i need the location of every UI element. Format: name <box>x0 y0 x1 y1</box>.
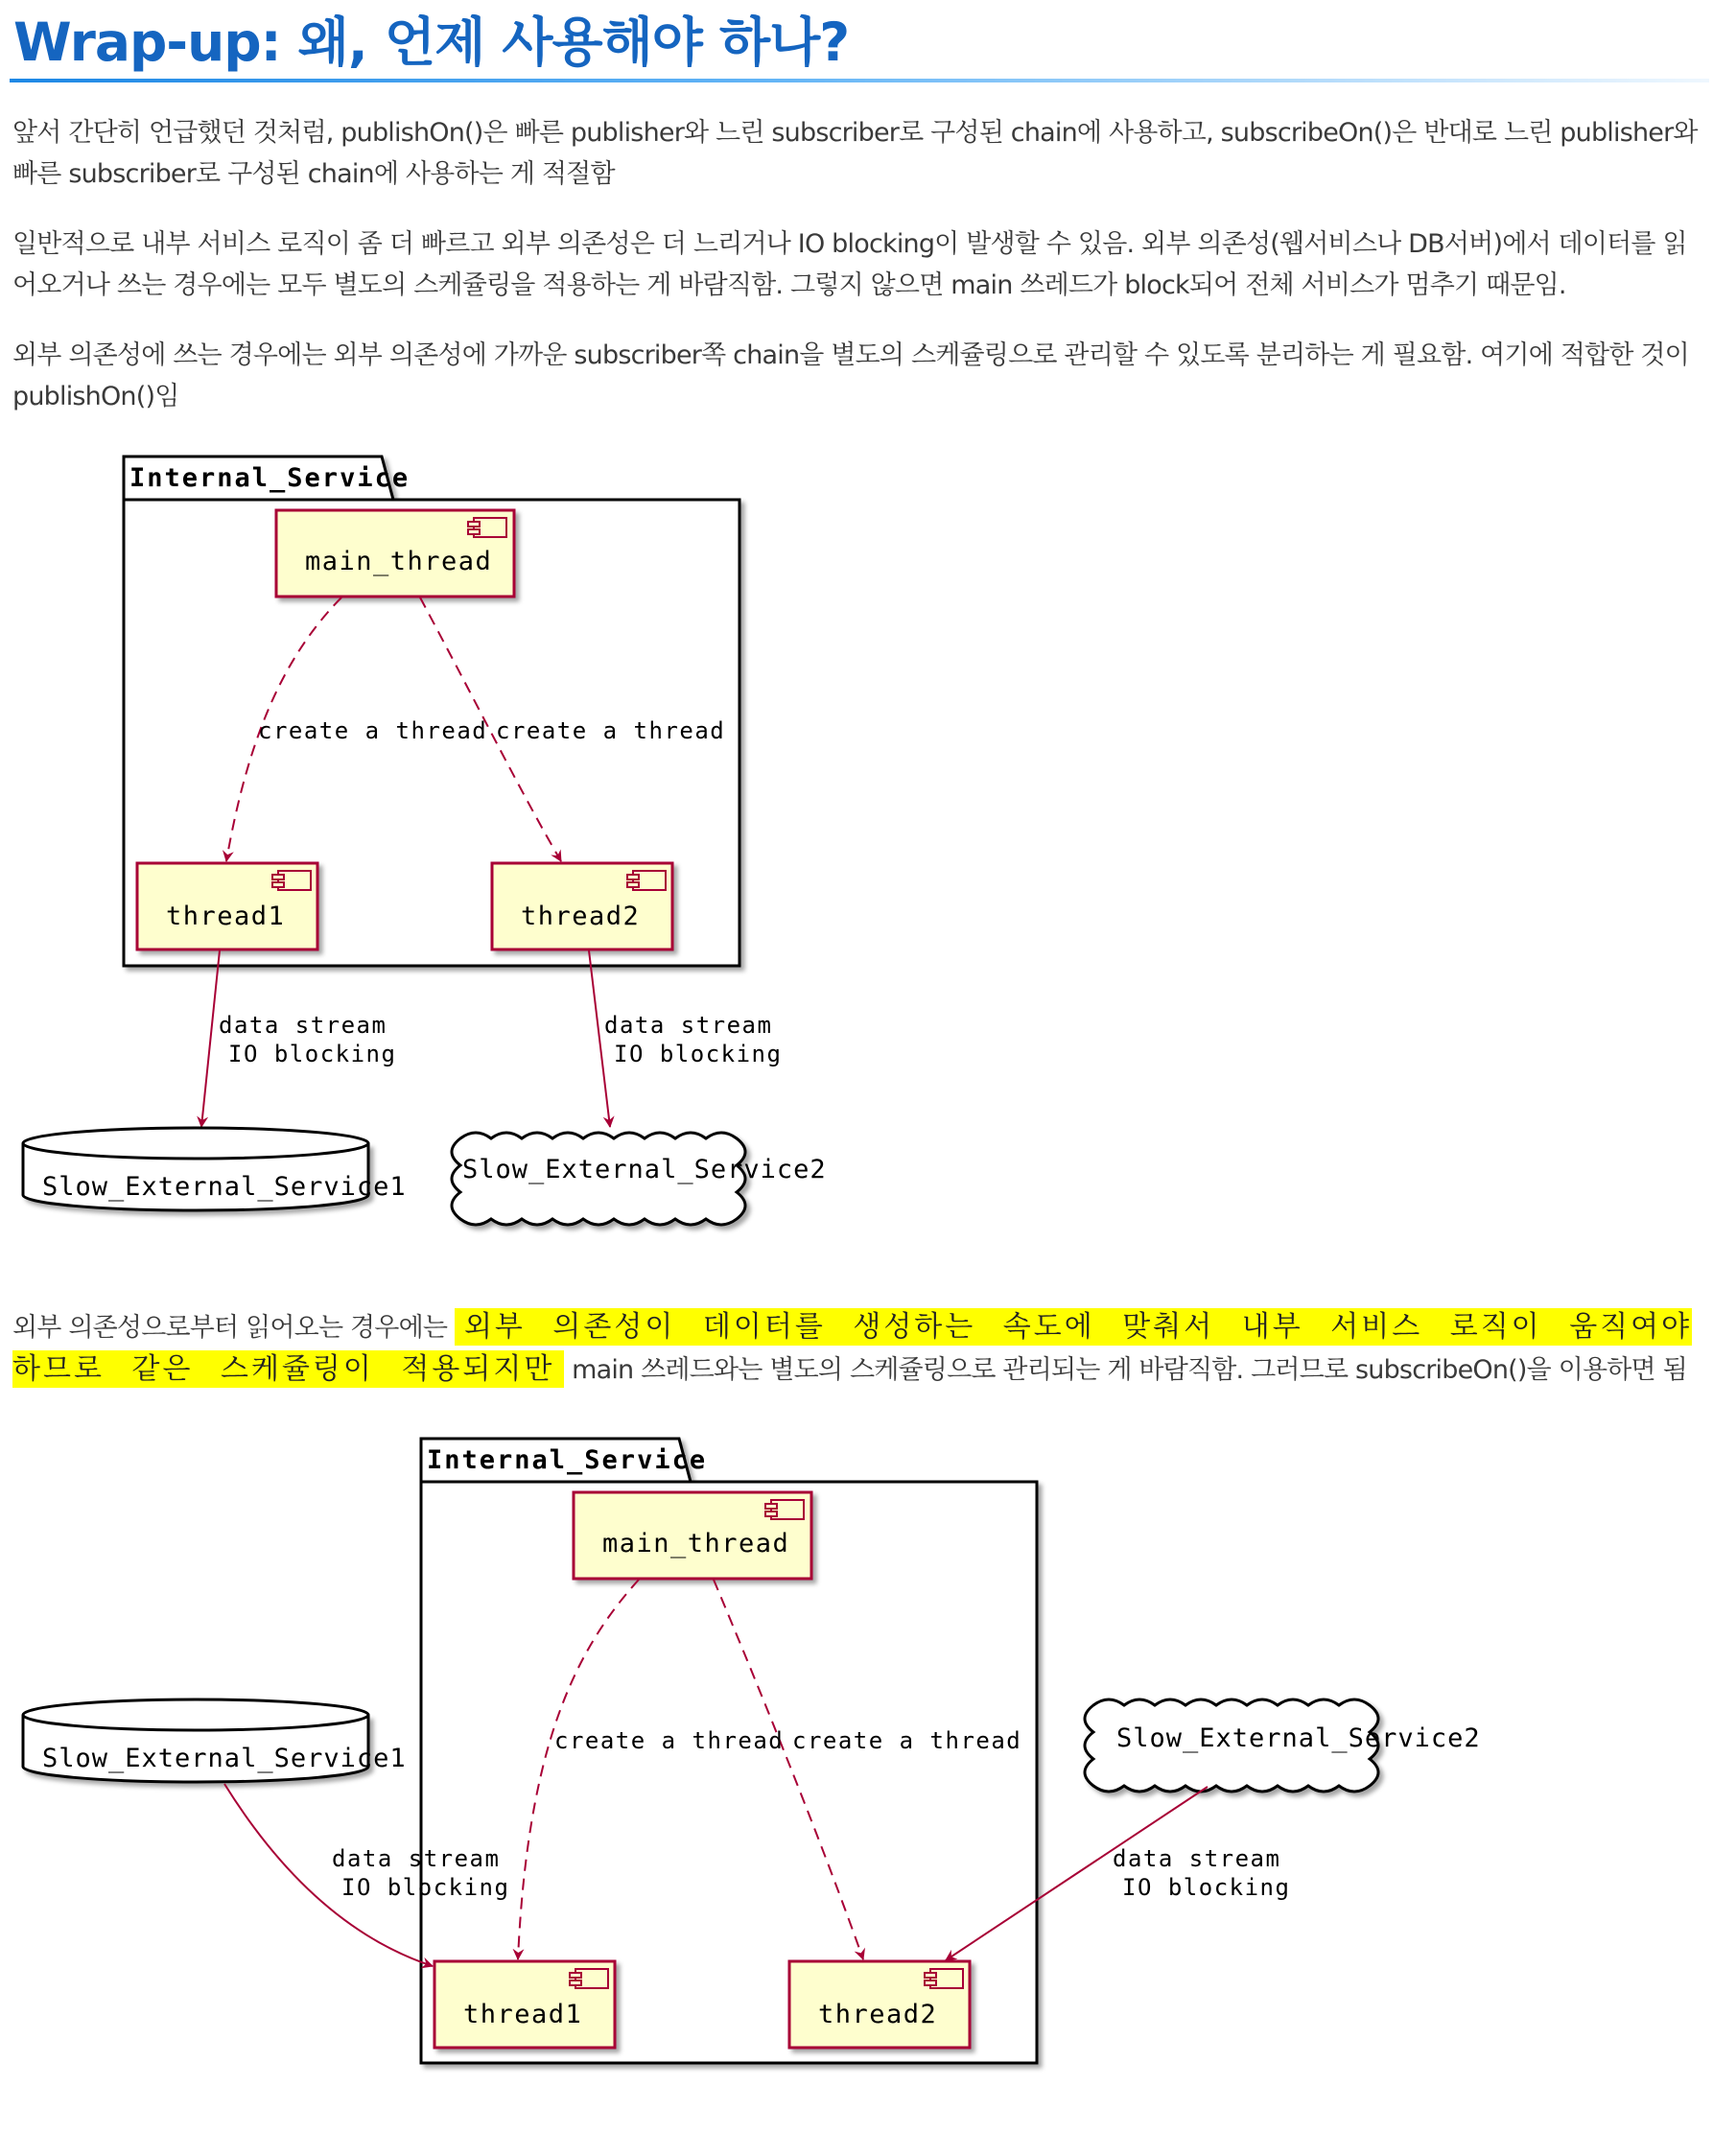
database-icon <box>23 1128 407 1210</box>
stream1-label-line2: IO blocking <box>228 1041 397 1067</box>
main-thread-component <box>574 1492 811 1579</box>
edge-label-create-right: create a thread <box>792 1727 1022 1754</box>
paragraph-subscribeon-rest: main 쓰레드와는 별도의 스케쥴링으로 관리되는 게 바람직함. 그러므로 subscribeOn()을 이용하면 됨 <box>564 1355 1687 1385</box>
edge-label-create-left: create a thread <box>554 1727 785 1754</box>
thread2-component <box>492 863 672 949</box>
publishon-diagram <box>0 441 863 1266</box>
thread2-label: thread2 <box>521 902 641 931</box>
component-icon <box>272 871 311 890</box>
subscribeon-diagram <box>0 1419 1496 2110</box>
paragraph-scheduling: 일반적으로 내부 서비스 로직이 좀 더 빠르고 외부 의존성은 더 느리거나 IO blocking이 발생할 수 있음. 외부 의존성(웹서비스나 DB서버)에서 데이터를 읽어오거나 쓰는 경우에는 모두 별도의 스케쥴링을 적용하는 게 바람직함. 그렇지 않으면 main 쓰레드가 block되어 전체 서비스가 멈추기 때문임. <box>12 229 1687 300</box>
thread1-label: thread1 <box>463 2000 583 2029</box>
database-icon <box>23 1699 407 1782</box>
thread2-component <box>789 1961 970 2048</box>
paragraph-subscribeon-intro: 외부 의존성으로부터 읽어오는 경우에는 <box>12 1313 455 1343</box>
edge-label-create-left: create a thread <box>258 717 488 744</box>
component-icon <box>627 871 666 890</box>
component-icon <box>570 1969 608 1988</box>
stream2-label-line2: IO blocking <box>1122 1874 1291 1901</box>
thread1-component <box>137 863 317 949</box>
main-thread-component <box>276 510 514 597</box>
paragraph-subscribeon <box>12 1306 1702 1391</box>
heading-underline <box>10 79 1709 82</box>
cloud-icon <box>452 1133 827 1225</box>
cloud-label: Slow_External_Service2 <box>1116 1723 1481 1753</box>
highlighted-phrase: 외부 의존성이 데이터를 생성하는 속도에 맞춰서 내부 서비스 로직이 움직여야 하므로 같은 스케쥴링이 적용되지만 <box>12 1310 1693 1386</box>
stream2-label-line1: data stream <box>604 1012 773 1039</box>
main-thread-label: main_thread <box>602 1529 790 1558</box>
component-icon <box>468 518 506 537</box>
package-label: Internal_Service <box>129 463 411 493</box>
database-label: Slow_External_Service1 <box>42 1744 407 1773</box>
stream1-label-line2: IO blocking <box>341 1874 510 1901</box>
data-stream-edge-1 <box>201 950 220 1127</box>
component-icon <box>765 1500 804 1519</box>
paragraph-publish-subscribe: 앞서 간단히 언급했던 것처럼, publishOn()은 빠른 publisher와 느린 subscriber로 구성된 chain에 사용하고, subscribeOn()은 반대로 느린 publisher와 빠른 subscriber로 구성된 chain에 사용하는 게 적절함 <box>12 118 1698 189</box>
stream2-label-line1: data stream <box>1113 1845 1281 1872</box>
thread1-label: thread1 <box>166 902 286 931</box>
section-heading: Wrap-up: 왜, 언제 사용해야 하나? <box>13 12 850 73</box>
cloud-label: Slow_External_Service2 <box>462 1155 827 1184</box>
stream1-label-line1: data stream <box>219 1012 387 1039</box>
stream1-label-line1: data stream <box>332 1845 501 1872</box>
thread1-component <box>434 1961 615 2048</box>
stream2-label-line2: IO blocking <box>614 1041 783 1067</box>
database-label: Slow_External_Service1 <box>42 1172 407 1202</box>
paragraph-publishon: 외부 의존성에 쓰는 경우에는 외부 의존성에 가까운 subscriber쪽 chain을 별도의 스케쥴링으로 관리할 수 있도록 분리하는 게 필요함. 여기에 적합한 것이 publishOn()임 <box>12 340 1689 411</box>
component-icon <box>925 1969 963 1988</box>
main-thread-label: main_thread <box>305 547 493 576</box>
package-label: Internal_Service <box>427 1445 708 1475</box>
cloud-icon <box>1085 1699 1481 1792</box>
data-stream-edge-2 <box>589 950 610 1127</box>
edge-label-create-right: create a thread <box>496 717 726 744</box>
thread2-label: thread2 <box>818 2000 938 2029</box>
